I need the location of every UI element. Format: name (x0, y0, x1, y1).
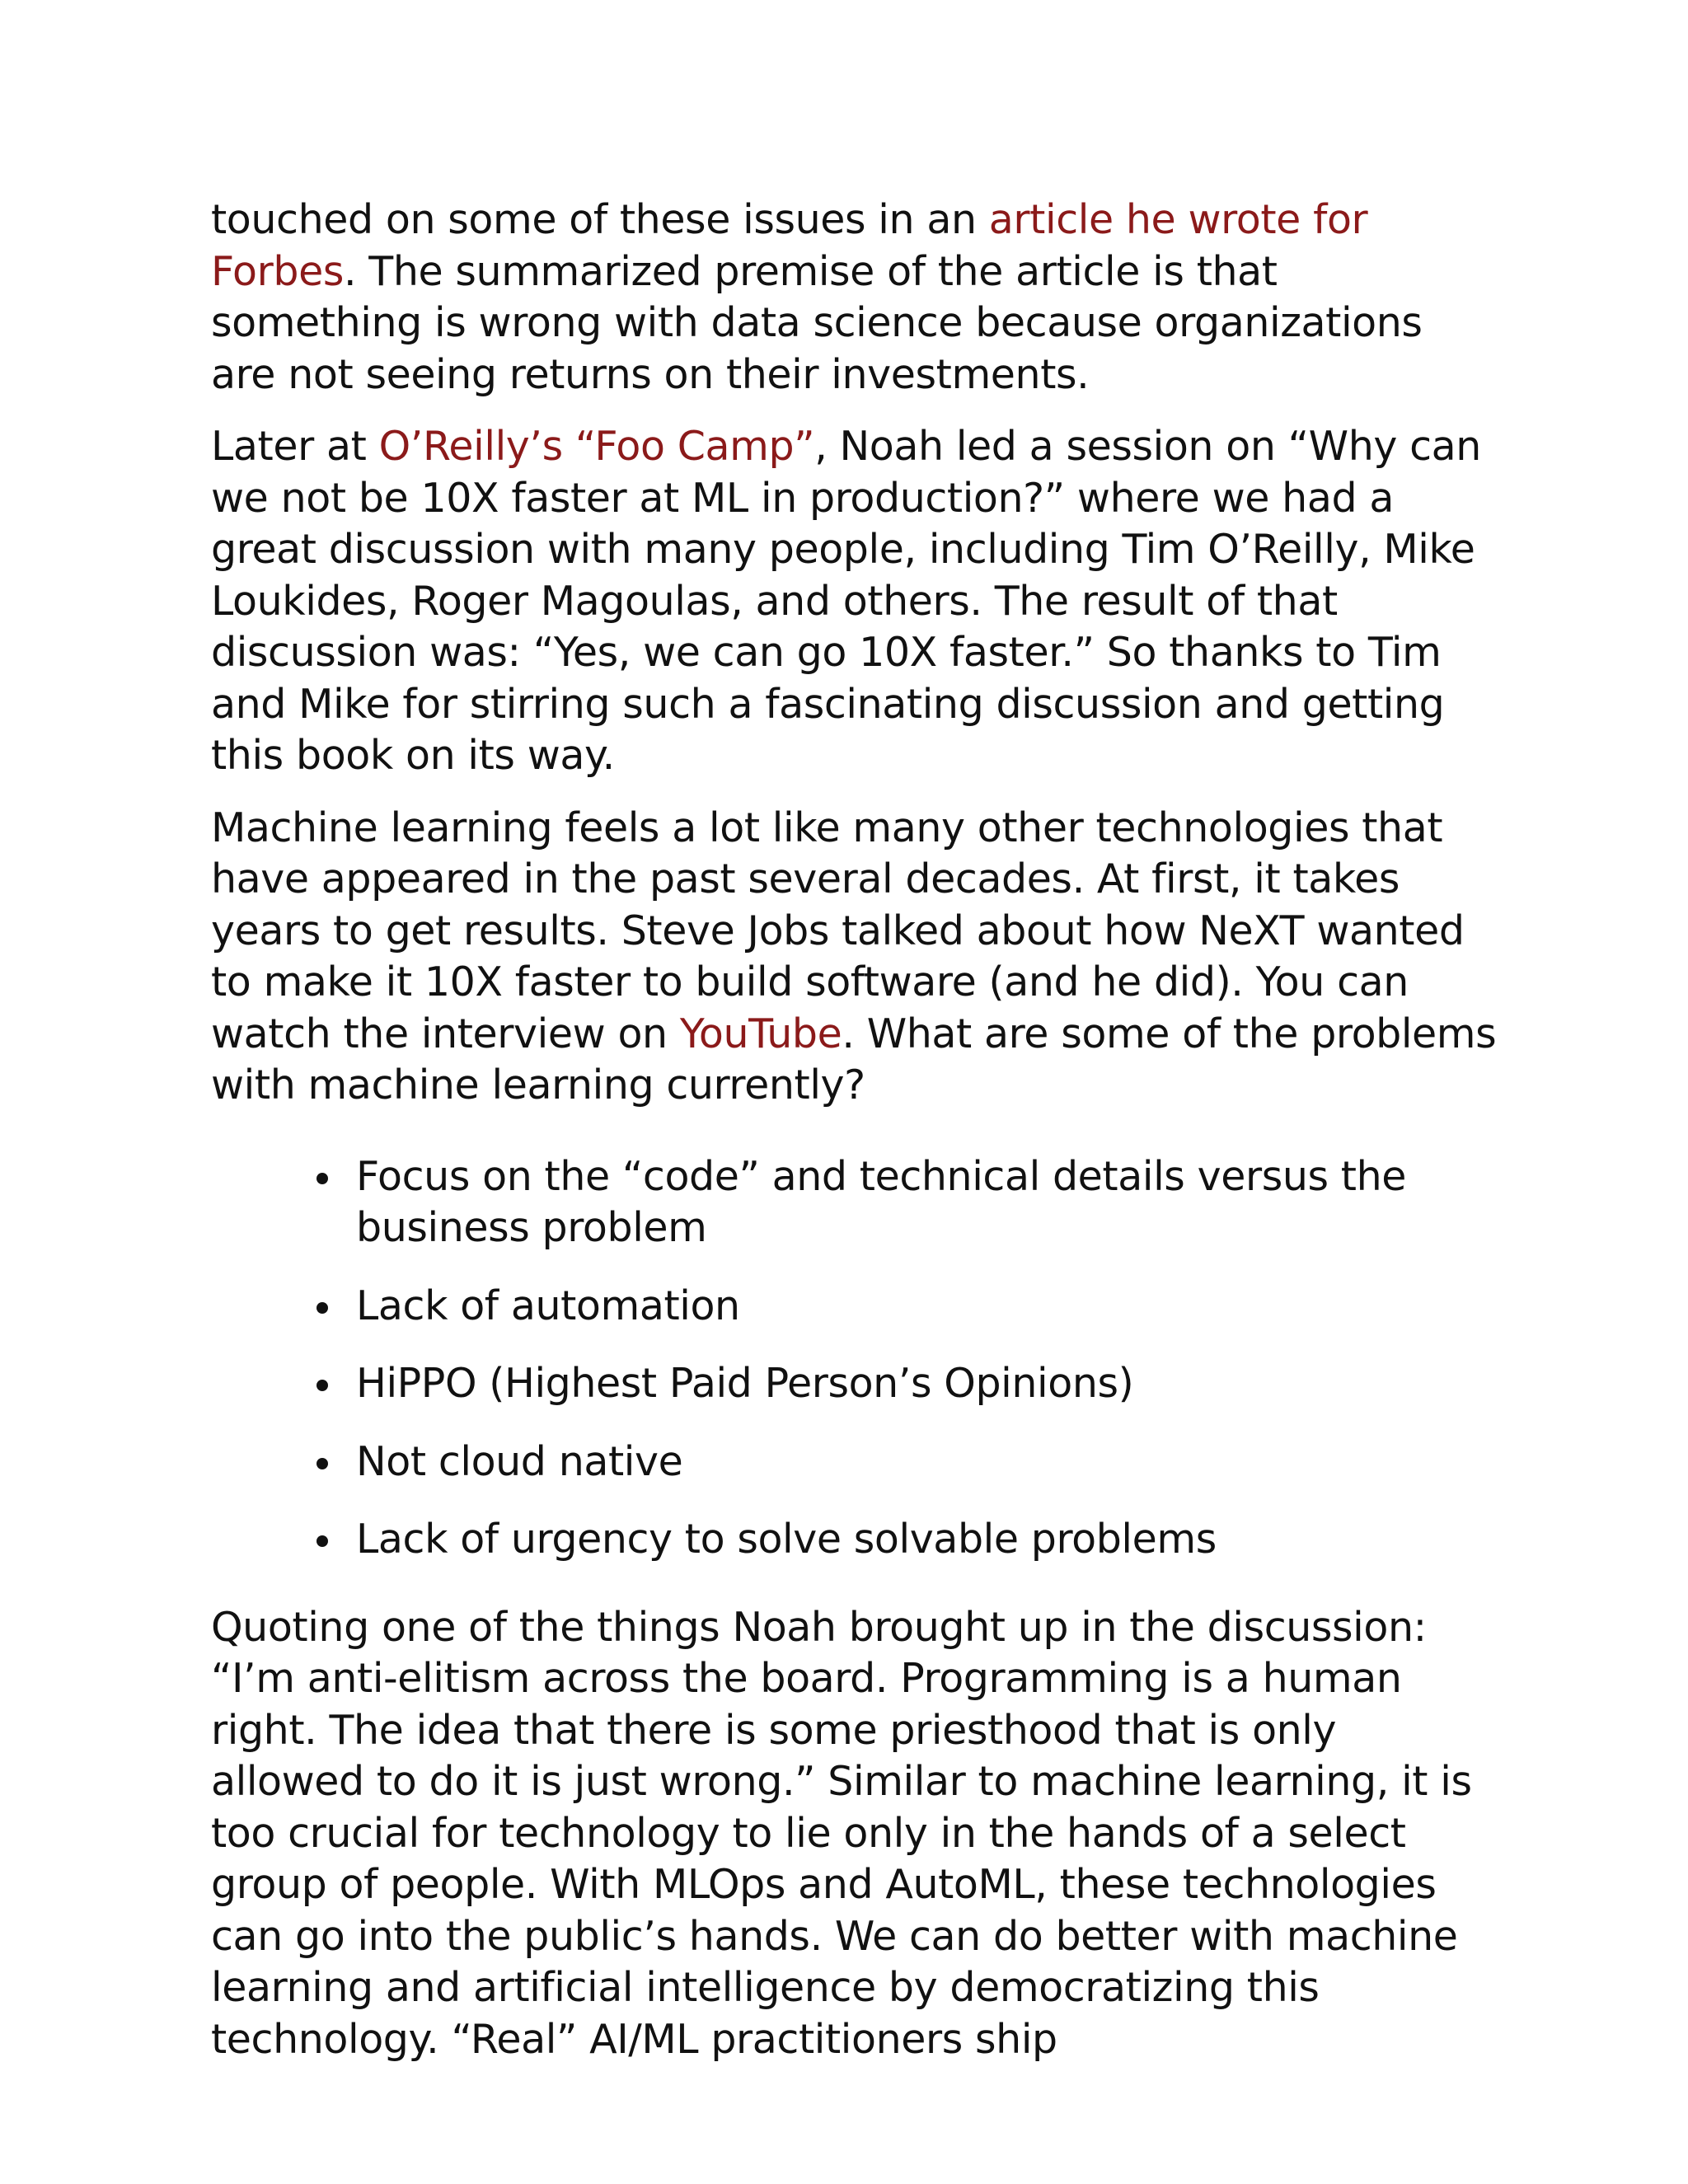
document-page (211, 194, 1497, 2086)
link-foo-camp[interactable]: O’Reilly’s “Foo Camp” (378, 423, 815, 470)
paragraph-quote: Quoting one of the things Noah brought up in the discussion: “I’m anti-elitism across the board. Programming is a human right. The idea that there is some priesthood that is only allowed to do it is just wrong.” Similar to machine learning, it is too crucial for technology to lie only in the hands of a select group of people. With MLOps and AutoML, these technologies can go into the public’s hands. We can do better with machine learning and artificial intelligence by democratizing this technology. “Real” AI/ML practitioners ship (211, 1603, 1472, 2063)
paragraph-text: Machine learning feels a lot like many other technologies that have appeared in the past several decades. At first, it takes years to get results. Steve Jobs talked about how NeXT wanted to make it 10X faster to build software (and he did). You can watch the interview on (211, 804, 1465, 1057)
list-item (211, 1151, 1497, 1254)
paragraph-forbes (211, 194, 1497, 401)
link-youtube[interactable]: YouTube (679, 1010, 842, 1057)
bullet-icon (316, 1535, 328, 1547)
list-item-text: HiPPO (Highest Paid Person’s Opinions) (356, 1360, 1134, 1407)
bullet-icon (316, 1380, 328, 1391)
list-item-text: Focus on the “code” and technical details versus the business problem (356, 1152, 1406, 1251)
problems-list (211, 1112, 1497, 1566)
list-item (211, 1514, 1497, 1566)
paragraph-text: touched on some of these issues in an (211, 196, 989, 243)
paragraph-text: , Noah led a session on “Why can we not be 10X faster at ML in production?” where we had a great discussion with many people, including Tim O’Reilly, Mike Loukides, Roger Magoulas, and others. The result of that discussion was: “Yes, we can go 10X faster.” So thanks to Tim and Mike for stirring such a fascinating discussion and getting this book on its way. (211, 423, 1481, 779)
list-item-text: Lack of urgency to solve solvable problems (356, 1516, 1217, 1563)
paragraph-text: . The summarized premise of the article is that something is wrong with data science because organizations are not seeing returns on their investments. (211, 247, 1423, 398)
list-item-text: Lack of automation (356, 1282, 740, 1329)
bullet-icon (316, 1302, 328, 1314)
bullet-icon (316, 1173, 328, 1184)
paragraph-text: . What are some of the problems with machine learning currently? (211, 1010, 1497, 1108)
paragraph-text: Later at (211, 423, 379, 470)
list-item (211, 1436, 1497, 1488)
paragraph-foo-camp (211, 421, 1497, 782)
list-item (211, 1358, 1497, 1410)
link-forbes-article[interactable]: article he wrote for Forbes (211, 196, 1368, 295)
bullet-icon (316, 1458, 328, 1469)
list-item-text: Not cloud native (356, 1437, 683, 1485)
list-item (211, 1281, 1497, 1333)
paragraph-machine-learning (211, 803, 1497, 1112)
